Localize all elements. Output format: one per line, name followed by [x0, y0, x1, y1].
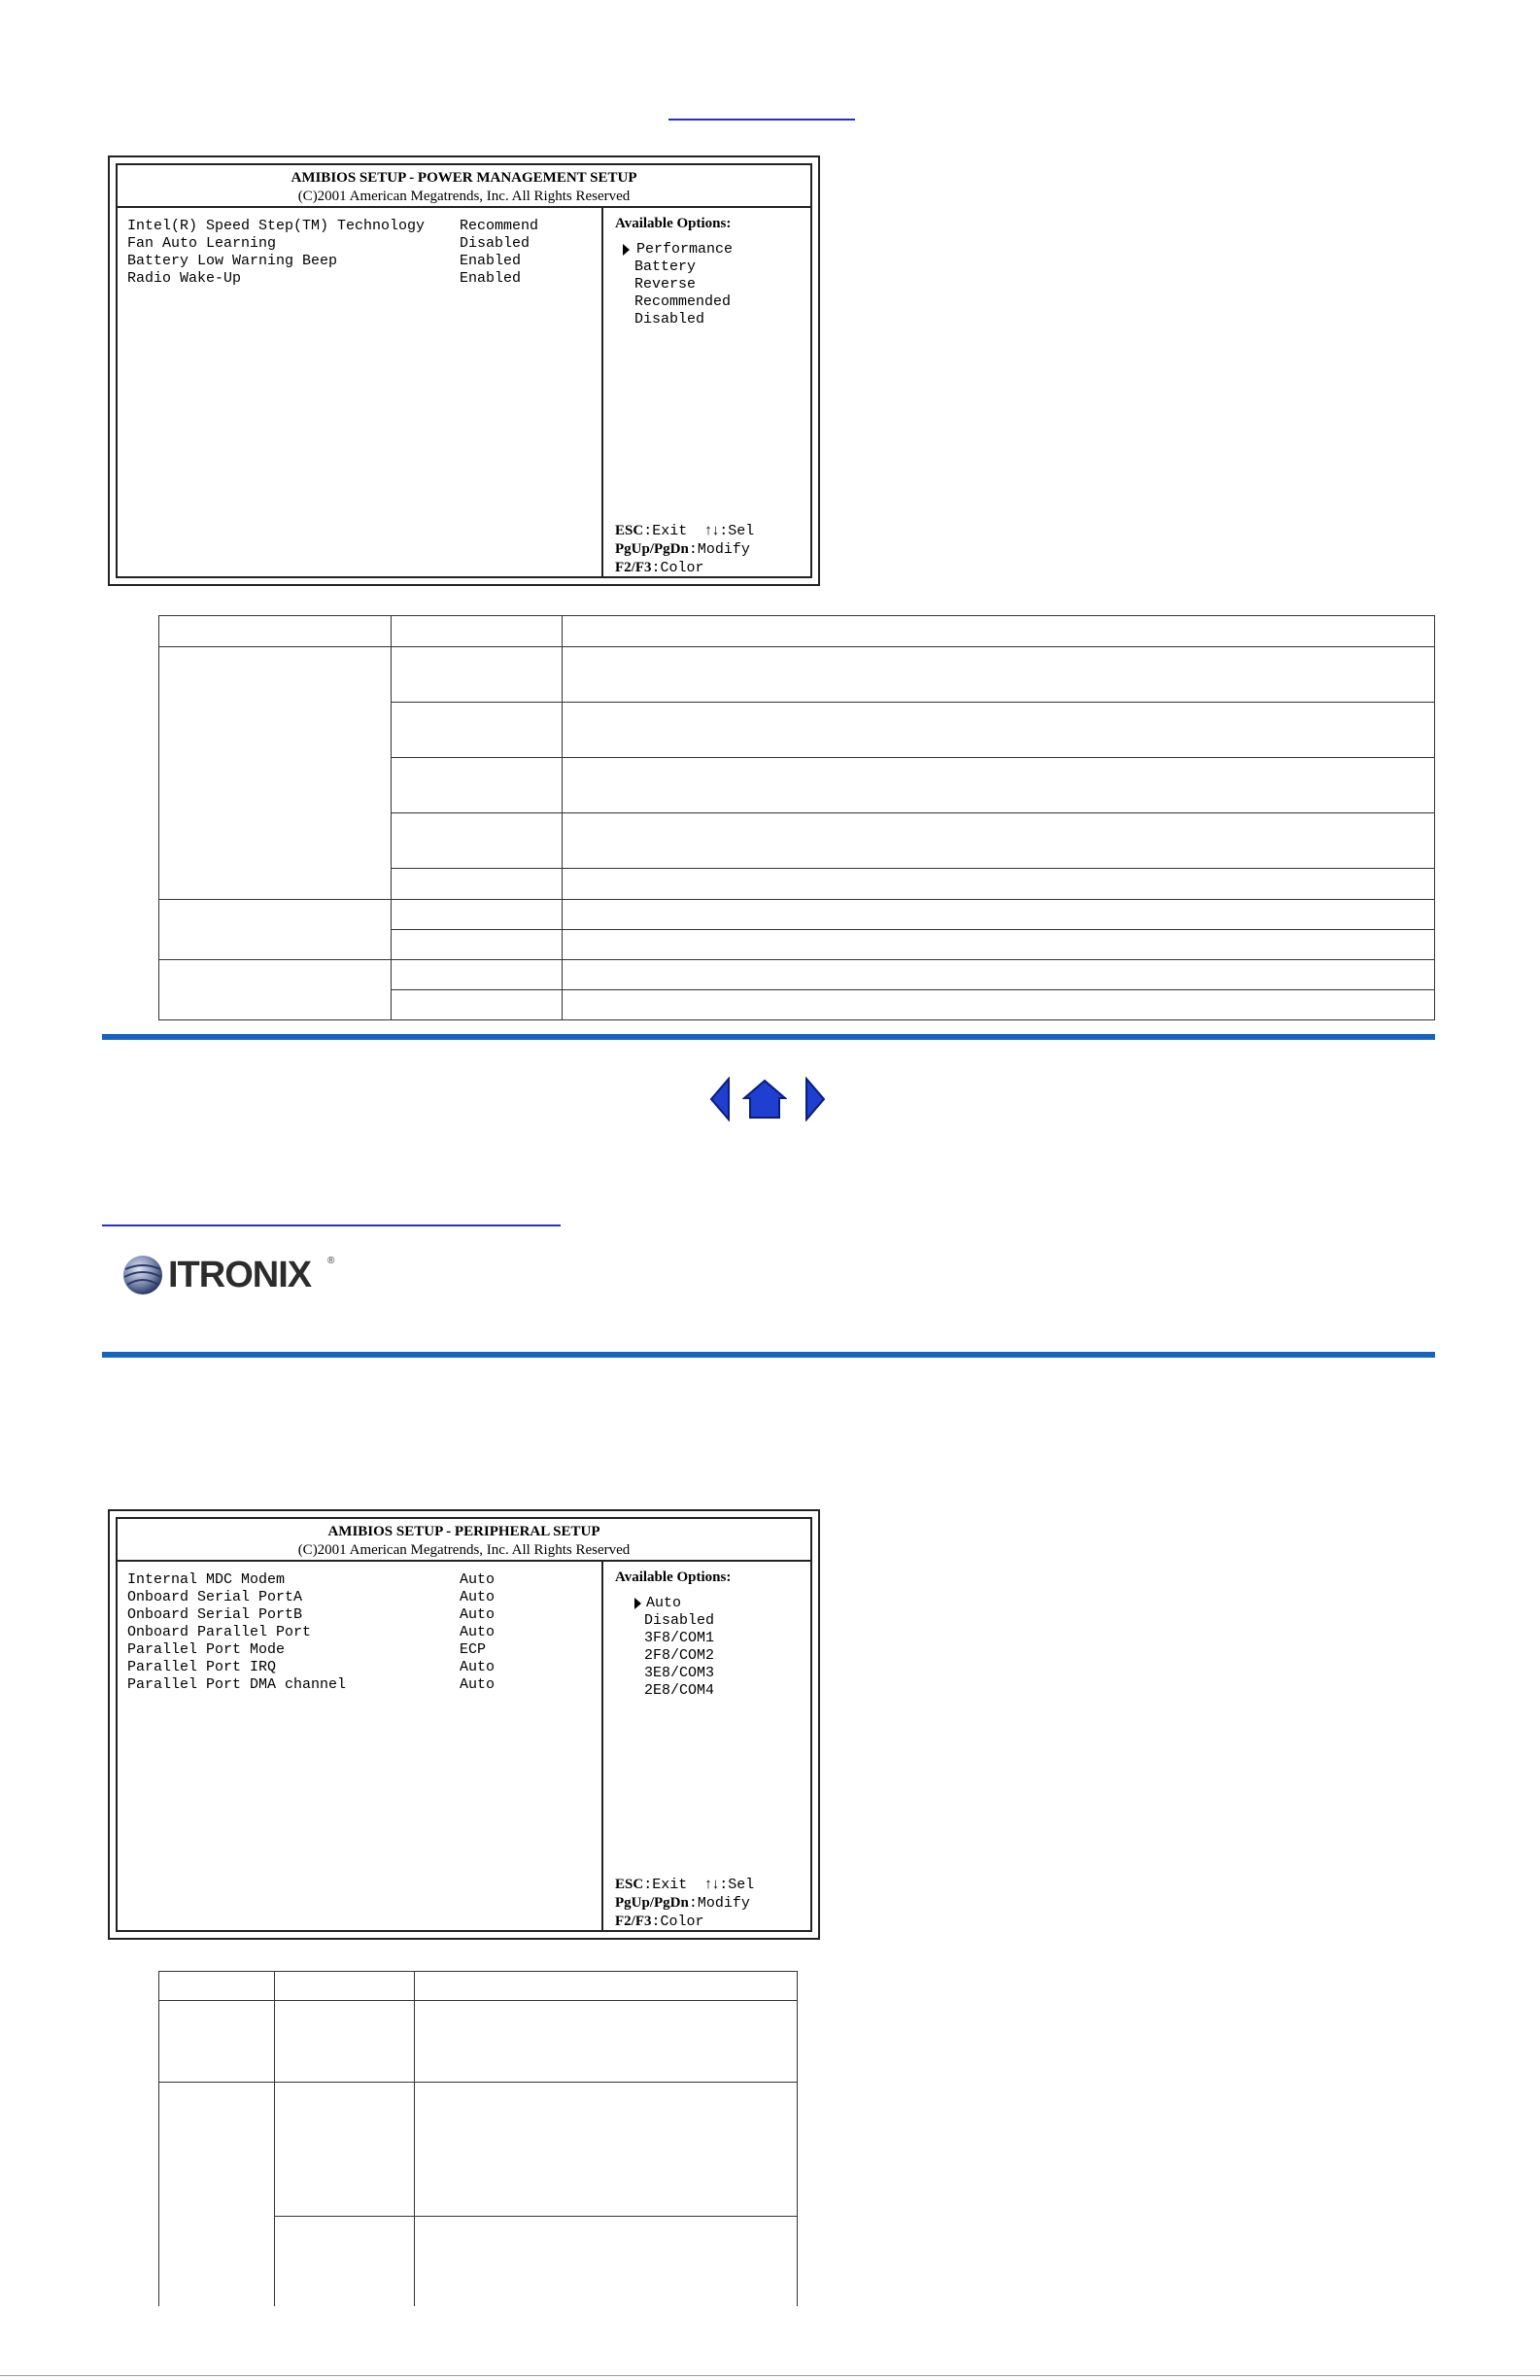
setting-value[interactable]: Auto [460, 1676, 496, 1693]
registered-mark: ® [327, 1256, 335, 1266]
key-f2-f3: F2/F3 [615, 560, 652, 575]
setting-mdc-modem[interactable] [127, 1571, 496, 1589]
bios-copyright: (C)2001 American Megatrends, Inc. All Rights Reserved [297, 189, 631, 204]
setting-label: Intel(R) Speed Step(TM) Technology [127, 218, 426, 234]
bios-header [118, 165, 810, 208]
setting-serial-porta[interactable] [127, 1589, 496, 1606]
key-f2-f3: F2/F3 [615, 1914, 652, 1929]
next-page-icon[interactable] [803, 1077, 828, 1121]
option-item[interactable]: 3F8/COM1 [644, 1630, 715, 1646]
help-text: :Modify [688, 541, 750, 558]
setting-value[interactable]: Auto [460, 1571, 496, 1588]
help-text: :Color [651, 1914, 704, 1930]
setting-parallel-dma[interactable] [127, 1676, 496, 1694]
power-options-table [158, 615, 1435, 1020]
peripheral-options-table [158, 1971, 798, 2306]
setting-value[interactable]: Auto [460, 1659, 496, 1675]
previous-page-icon[interactable] [707, 1077, 733, 1121]
help-color [615, 559, 704, 577]
setting-value[interactable]: Auto [460, 1606, 496, 1623]
help-text: :Color [651, 560, 704, 576]
help-text: :Exit [643, 1877, 697, 1893]
help-modify [615, 540, 750, 559]
setting-label: Fan Auto Learning [127, 235, 277, 252]
selection-arrow-icon [634, 1598, 641, 1609]
power-management-screen [108, 155, 820, 586]
bios-title: AMIBIOS SETUP - POWER MANAGEMENT SETUP [291, 170, 637, 186]
option-item[interactable]: Auto [646, 1595, 682, 1611]
settings-panel [118, 208, 603, 576]
option-item[interactable]: Recommended [634, 293, 732, 310]
help-text: :Exit [643, 523, 697, 539]
key-arrows: ↑↓ [704, 523, 720, 538]
table-row [159, 960, 1435, 990]
table-row [159, 647, 1435, 703]
key-arrows: ↑↓ [704, 1877, 720, 1892]
options-panel [603, 1562, 810, 1930]
option-item[interactable]: Reverse [634, 276, 697, 293]
peripheral-table-viewport [158, 1971, 798, 2306]
setting-label: Battery Low Warning Beep [127, 253, 338, 269]
help-text: :Sel [719, 523, 755, 539]
key-pgup-pgdn: PgUp/PgDn [615, 1895, 689, 1911]
bios-header [118, 1519, 810, 1562]
help-esc [615, 1876, 754, 1894]
table-row [159, 2001, 798, 2083]
option-item[interactable]: Disabled [634, 311, 705, 328]
setting-label: Parallel Port Mode [127, 1641, 286, 1658]
bios-copyright: (C)2001 American Megatrends, Inc. All Rights Reserved [297, 1542, 631, 1558]
setting-value[interactable]: Recommend [460, 218, 539, 234]
globe-icon [121, 1254, 164, 1296]
table-row [159, 616, 1435, 647]
option-item[interactable]: Performance [636, 241, 734, 258]
setting-value[interactable]: Auto [460, 1624, 496, 1640]
setting-fan-auto-learning[interactable] [127, 235, 530, 253]
setting-battery-low-beep[interactable] [127, 253, 522, 270]
setting-value[interactable]: ECP [460, 1641, 487, 1658]
option-item[interactable]: 2E8/COM4 [644, 1682, 715, 1699]
logo-wordmark: ITRONIX [168, 1255, 312, 1295]
divider [102, 1034, 1435, 1040]
setting-parallel-irq[interactable] [127, 1659, 496, 1676]
setting-label: Onboard Serial PortB [127, 1606, 303, 1623]
setting-value[interactable]: Disabled [460, 235, 530, 252]
setting-label: Parallel Port IRQ [127, 1659, 277, 1675]
settings-panel [118, 1562, 603, 1930]
help-color [615, 1913, 704, 1931]
table-row [159, 1972, 798, 2001]
bios-title: AMIBIOS SETUP - PERIPHERAL SETUP [327, 1524, 600, 1539]
options-title: Available Options: [615, 1569, 732, 1585]
table-row [159, 2083, 798, 2217]
setting-radio-wakeup[interactable] [127, 270, 522, 288]
key-esc: ESC [615, 1877, 644, 1892]
divider [102, 1352, 1435, 1358]
peripheral-setup-screen [108, 1509, 820, 1940]
help-esc [615, 522, 754, 540]
help-modify [615, 1894, 750, 1913]
setting-label: Onboard Parallel Port [127, 1624, 312, 1640]
setting-label: Onboard Serial PortA [127, 1589, 303, 1605]
home-icon[interactable] [742, 1079, 787, 1120]
top-link[interactable] [668, 119, 855, 121]
setting-value[interactable]: Enabled [460, 253, 522, 269]
setting-label: Internal MDC Modem [127, 1571, 286, 1588]
setting-parallel-port[interactable] [127, 1624, 496, 1641]
setting-speedstep[interactable] [127, 218, 539, 235]
option-item[interactable]: Battery [634, 259, 697, 275]
bottom-link[interactable] [102, 1224, 561, 1226]
selection-arrow-icon [623, 244, 630, 256]
option-item[interactable]: 2F8/COM2 [644, 1647, 715, 1664]
setting-value[interactable]: Enabled [460, 270, 522, 287]
page-bottom-edge [0, 2375, 1540, 2376]
key-pgup-pgdn: PgUp/PgDn [615, 541, 689, 557]
setting-label: Parallel Port DMA channel [127, 1676, 347, 1693]
setting-value[interactable]: Auto [460, 1589, 496, 1605]
option-item[interactable]: 3E8/COM3 [644, 1665, 715, 1681]
help-text: :Modify [688, 1895, 750, 1912]
key-esc: ESC [615, 523, 644, 538]
setting-label: Radio Wake-Up [127, 270, 242, 287]
table-row [159, 900, 1435, 930]
options-title: Available Options: [615, 216, 732, 231]
options-panel [603, 208, 810, 576]
help-text: :Sel [719, 1877, 755, 1893]
setting-parallel-mode[interactable] [127, 1641, 487, 1659]
setting-serial-portb[interactable] [127, 1606, 496, 1624]
option-item[interactable]: Disabled [644, 1612, 715, 1629]
